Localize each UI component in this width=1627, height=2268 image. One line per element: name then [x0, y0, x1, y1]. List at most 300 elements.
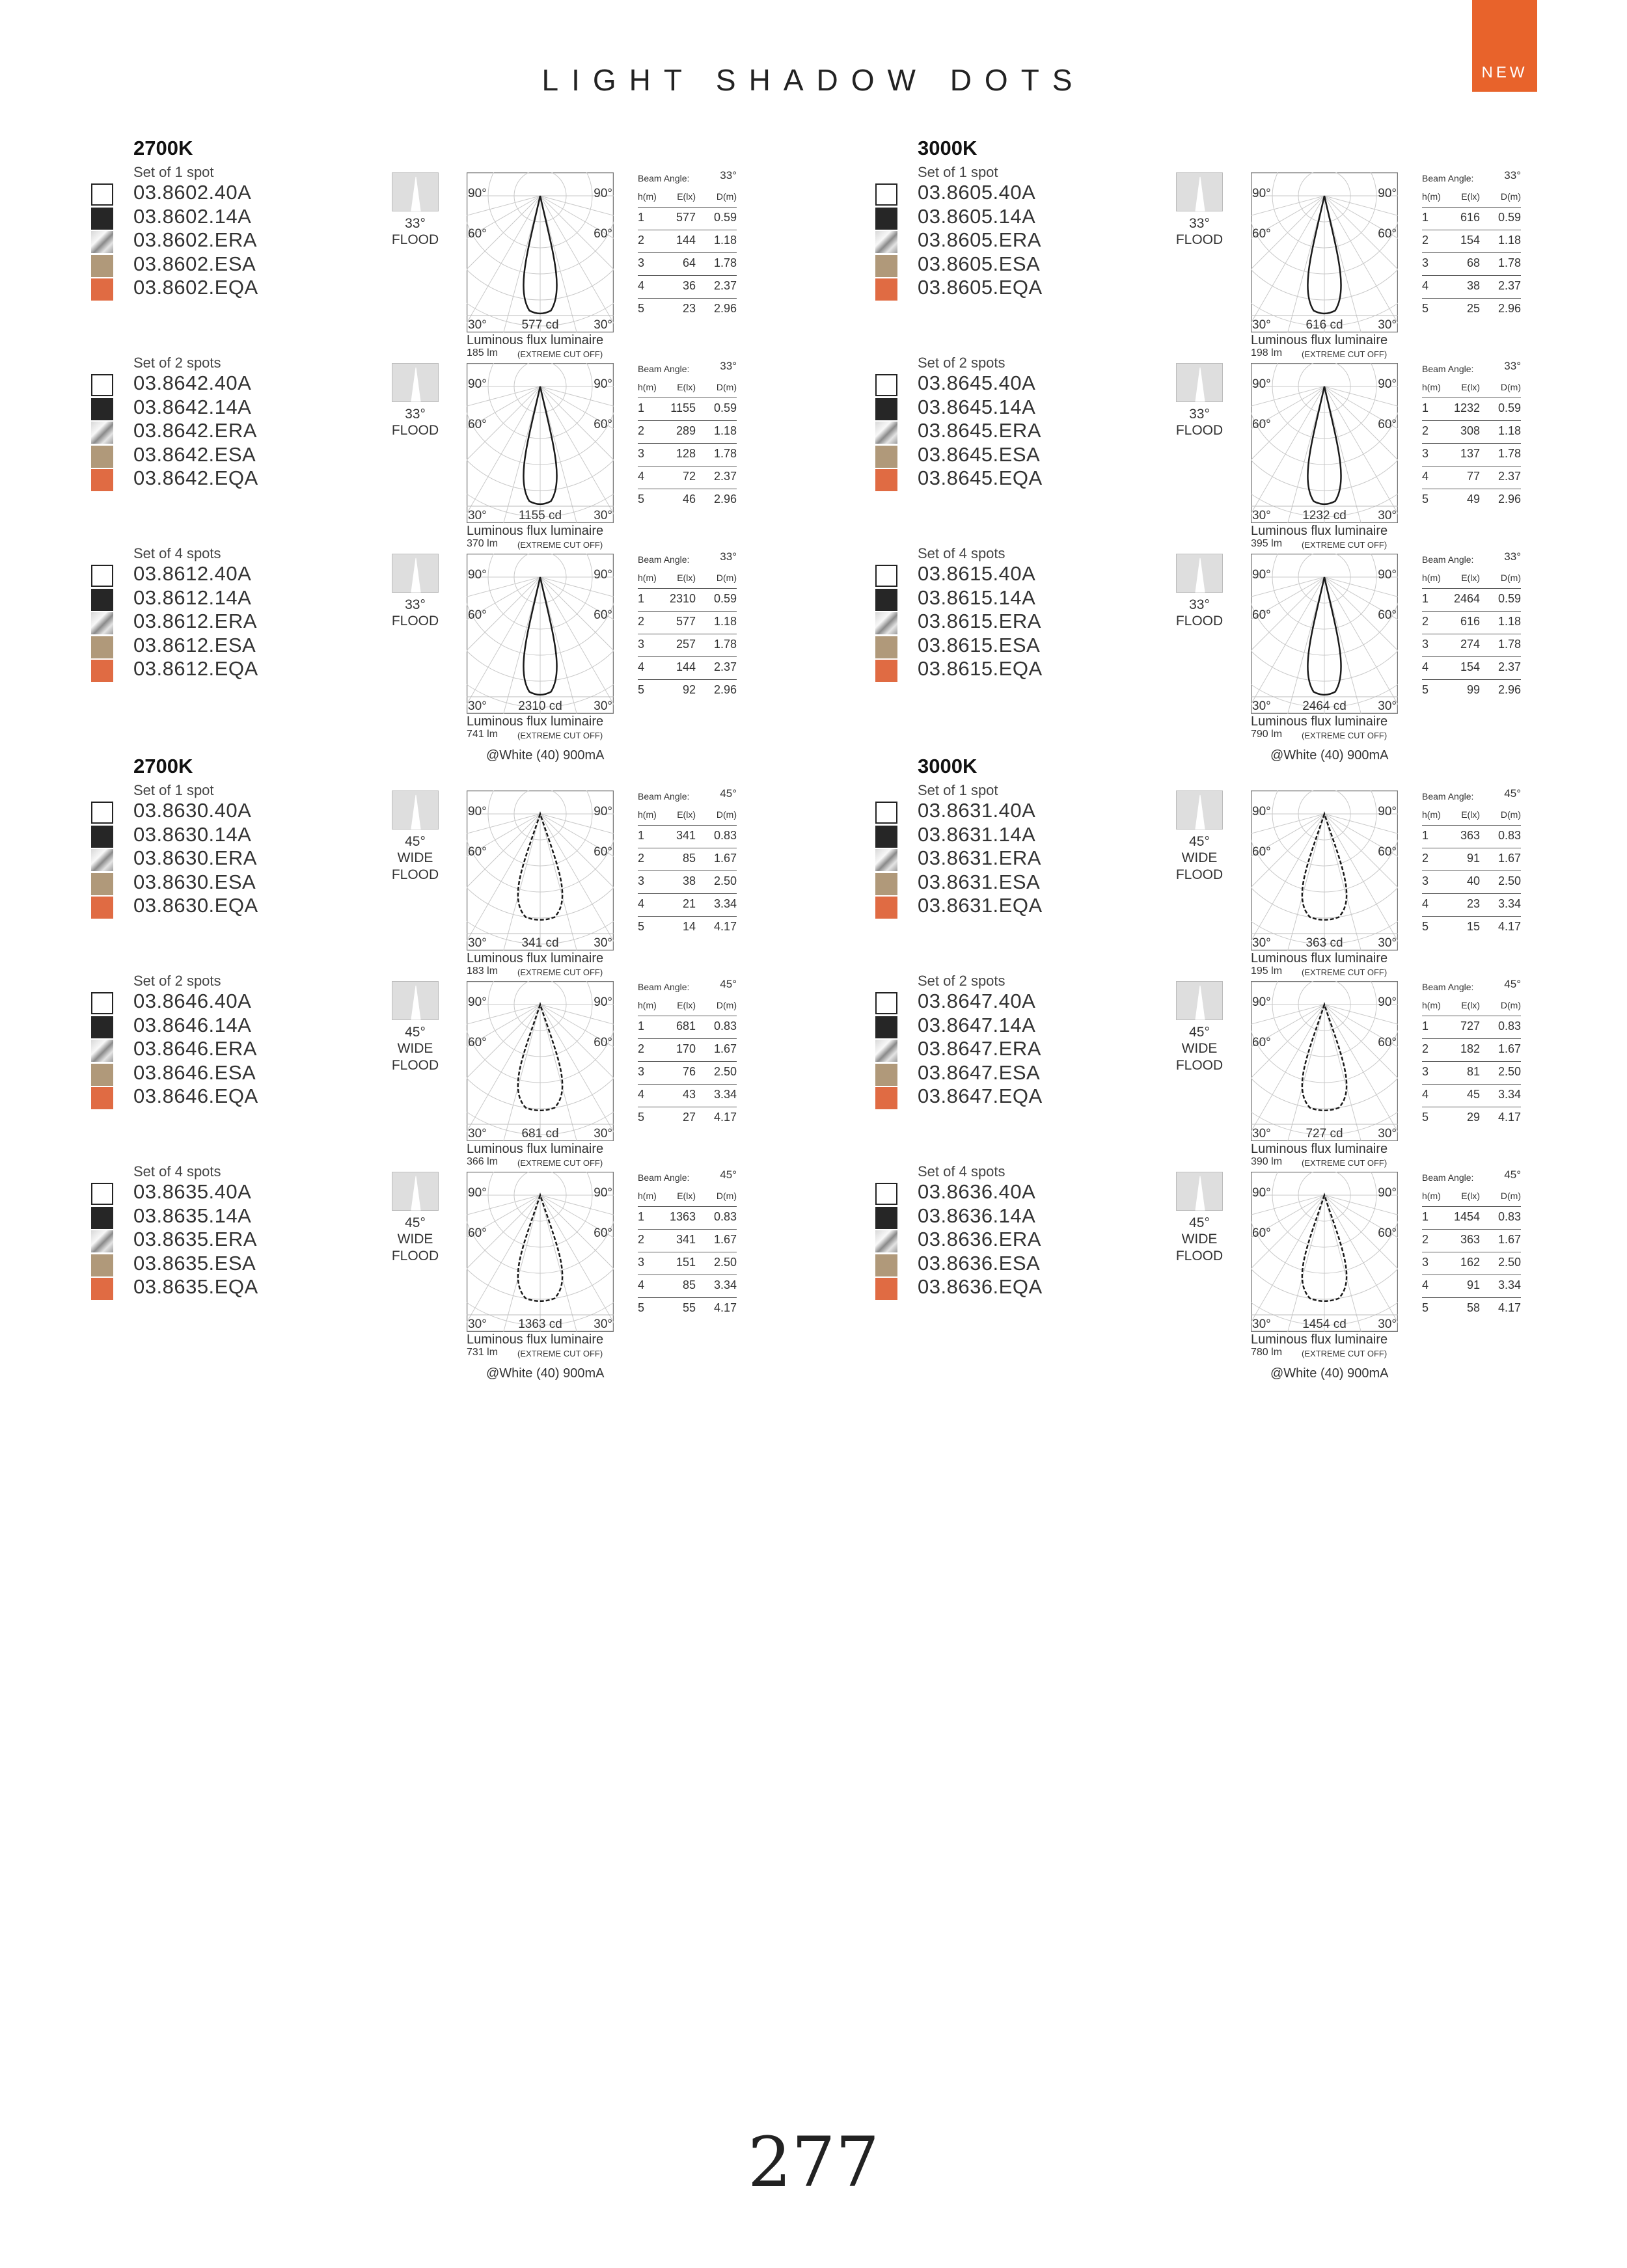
beam-angle-caption: Beam Angle: [1422, 364, 1474, 374]
polar-label-30-right: 30° [1378, 509, 1397, 522]
cell-illuminance: 91 [1466, 852, 1480, 865]
beam-angle-icon [1176, 172, 1223, 211]
polar-label-60-left: 60° [468, 845, 487, 859]
swatch-copper [91, 897, 113, 919]
cell-diameter: 1.18 [1497, 424, 1521, 437]
cell-illuminance: 49 [1466, 493, 1480, 506]
swatch-chrome [875, 612, 897, 634]
polar-label-30-right: 30° [1378, 1127, 1397, 1141]
cell-diameter: 1.78 [1497, 447, 1521, 460]
product-code: 03.8635.40A [133, 1180, 252, 1203]
table-header [638, 377, 737, 398]
polar-diagram [467, 363, 614, 523]
polar-label-30-left: 30° [1252, 509, 1271, 522]
beam-cone-icon [1177, 173, 1224, 212]
col-header-illuminance: E(lx) [677, 382, 696, 392]
polar-label-60-left: 60° [468, 1226, 487, 1240]
product-code: 03.8612.EQA [133, 657, 258, 680]
cell-height: 2 [1422, 615, 1429, 628]
swatch-copper [875, 897, 897, 919]
cell-diameter: 2.37 [713, 660, 737, 673]
luminous-flux-label: Luminous flux luminaire [467, 714, 604, 729]
col-header-illuminance: E(lx) [1461, 382, 1480, 392]
cell-height: 1 [1422, 829, 1429, 842]
product-code: 03.8612.40A [133, 562, 252, 585]
beam-cone-icon [392, 791, 439, 830]
product-code: 03.8642.ESA [133, 442, 256, 466]
cell-illuminance: 27 [682, 1111, 696, 1124]
beam-angle-caption: Beam Angle: [1422, 791, 1474, 802]
product-codes [918, 1180, 1043, 1299]
product-code: 03.8602.EQA [133, 276, 258, 299]
group-title: 3000K [918, 137, 978, 159]
cutoff-note: (EXTREME CUT OFF) [517, 1349, 603, 1358]
polar-diagram [467, 790, 614, 951]
beam-angle-icon [392, 1172, 439, 1211]
cell-diameter: 0.83 [713, 1019, 737, 1033]
table-row [638, 299, 737, 321]
beam-angle-table-value: 45° [1504, 787, 1521, 800]
finish-swatches [875, 374, 899, 493]
cell-illuminance: 55 [682, 1301, 696, 1314]
swatch-copper [91, 1278, 113, 1300]
cell-illuminance: 38 [1466, 279, 1480, 292]
cell-height: 1 [1422, 1210, 1429, 1223]
polar-label-60-right: 60° [1378, 227, 1397, 241]
product-code: 03.8631.ESA [918, 870, 1041, 893]
photometric-table [1422, 169, 1521, 321]
cell-height: 1 [638, 211, 645, 224]
col-header-diameter: D(m) [716, 809, 737, 820]
beam-cone-shape [1196, 795, 1205, 829]
cell-height: 3 [1422, 256, 1429, 269]
cell-height: 2 [1422, 424, 1429, 437]
set-label: Set of 1 spot [133, 782, 214, 798]
product-set-block [91, 355, 768, 550]
col-header-height: h(m) [1422, 191, 1441, 202]
swatch-black [91, 826, 113, 848]
beam-angle-table-value: 33° [720, 550, 737, 563]
polar-label-90-right: 90° [1378, 805, 1397, 818]
luminous-flux-label: Luminous flux luminaire [1251, 714, 1388, 729]
beam-cone-shape [411, 177, 420, 211]
beam-type-label: FLOOD [1175, 423, 1224, 438]
beam-type-label: WIDE [1181, 1041, 1218, 1056]
beam-type-label-2: FLOOD [391, 1249, 439, 1263]
photometric-table [1422, 550, 1521, 702]
beam-angle-row [1422, 978, 1521, 995]
cell-illuminance: 289 [676, 424, 696, 437]
polar-label-60-right: 60° [594, 1226, 612, 1240]
cell-height: 5 [638, 1301, 645, 1314]
polar-label-60-left: 60° [1252, 227, 1271, 241]
cell-height: 3 [638, 638, 645, 651]
cell-illuminance: 29 [1466, 1111, 1480, 1124]
table-header [1422, 186, 1521, 208]
polar-label-90-left: 90° [468, 377, 487, 391]
cell-diameter: 4.17 [713, 1111, 737, 1124]
beam-angle-icon [392, 554, 439, 593]
cell-height: 4 [1422, 897, 1429, 910]
table-row [638, 398, 737, 421]
table-row [638, 230, 737, 253]
luminous-flux-value: 366 lm [467, 1156, 499, 1167]
beam-angle-caption: Beam Angle: [638, 554, 690, 565]
table-row [638, 208, 737, 230]
product-code: 03.8615.14A [918, 586, 1036, 609]
cutoff-note: (EXTREME CUT OFF) [1302, 540, 1388, 550]
polar-label-90-left: 90° [1252, 805, 1271, 818]
swatch-gold [91, 636, 113, 658]
cell-height: 1 [1422, 401, 1429, 414]
product-set-block [875, 355, 1552, 550]
table-row [638, 1252, 737, 1275]
cell-illuminance: 274 [1460, 638, 1480, 651]
product-code: 03.8645.EQA [918, 466, 1043, 489]
beam-angle-caption: Beam Angle: [638, 1172, 690, 1183]
cell-illuminance: 128 [676, 447, 696, 460]
cell-diameter: 2.37 [713, 470, 737, 483]
cell-diameter: 0.59 [1497, 401, 1521, 414]
cell-diameter: 0.59 [713, 401, 737, 414]
polar-label-60-left: 60° [468, 418, 487, 431]
cell-diameter: 2.96 [1497, 302, 1521, 315]
product-set-block [875, 164, 1552, 359]
cell-height: 2 [1422, 1233, 1429, 1246]
beam-cone-icon [392, 1172, 439, 1211]
cell-diameter: 2.37 [713, 279, 737, 292]
polar-label-90-left: 90° [468, 187, 487, 200]
cell-diameter: 1.78 [713, 447, 737, 460]
beam-cone-icon [392, 364, 439, 403]
cell-illuminance: 616 [1460, 211, 1480, 224]
swatch-gold [875, 1254, 897, 1276]
beam-angle-row [638, 169, 737, 186]
cell-diameter: 1.67 [1497, 1042, 1521, 1055]
beam-cone-shape [411, 558, 420, 592]
luminous-flux-value: 395 lm [1251, 538, 1283, 549]
cell-diameter: 2.50 [1497, 1256, 1521, 1269]
cell-height: 1 [638, 1210, 645, 1223]
polar-label-30-right: 30° [594, 1127, 612, 1141]
cell-illuminance: 2310 [669, 592, 696, 605]
beam-angle-caption: Beam Angle: [1422, 1172, 1474, 1183]
swatch-copper [875, 660, 897, 682]
cell-illuminance: 99 [1466, 683, 1480, 696]
cell-height: 5 [638, 493, 645, 506]
col-header-diameter: D(m) [716, 191, 737, 202]
cell-illuminance: 92 [682, 683, 696, 696]
beam-angle-value: 33° [405, 216, 426, 231]
product-code: 03.8602.ESA [133, 252, 256, 275]
cell-height: 3 [1422, 1065, 1429, 1078]
cell-diameter: 2.50 [713, 1065, 737, 1078]
swatch-black [875, 589, 897, 611]
beam-angle-value: 33° [1189, 597, 1210, 612]
swatch-black [875, 1016, 897, 1038]
polar-label-60-left: 60° [468, 608, 487, 622]
cell-height: 4 [1422, 1278, 1429, 1291]
peak-intensity-label: 577 cd [521, 318, 559, 332]
cell-illuminance: 577 [676, 211, 696, 224]
product-code: 03.8631.40A [918, 799, 1036, 822]
cell-height: 2 [638, 234, 645, 247]
swatch-black [875, 208, 897, 230]
col-header-illuminance: E(lx) [677, 1000, 696, 1010]
beam-angle-icon [1176, 363, 1223, 402]
polar-diagram [1251, 172, 1398, 332]
col-header-illuminance: E(lx) [1461, 1191, 1480, 1201]
table-row [1422, 276, 1521, 299]
cell-diameter: 1.18 [713, 615, 737, 628]
polar-label-90-left: 90° [468, 1186, 487, 1200]
polar-label-30-right: 30° [1378, 699, 1397, 713]
cell-height: 3 [638, 1256, 645, 1269]
polar-label-90-left: 90° [468, 995, 487, 1009]
cell-diameter: 1.78 [1497, 638, 1521, 651]
polar-label-30-left: 30° [1252, 1127, 1271, 1141]
set-label: Set of 2 spots [133, 973, 221, 989]
polar-label-60-left: 60° [1252, 1226, 1271, 1240]
finish-swatches [875, 802, 899, 921]
product-code: 03.8647.14A [918, 1013, 1036, 1036]
beam-cone-shape [1196, 986, 1205, 1019]
swatch-black [875, 398, 897, 420]
table-header [1422, 995, 1521, 1016]
product-codes [918, 371, 1043, 491]
cell-illuminance: 341 [676, 1233, 696, 1246]
product-codes [918, 799, 1043, 918]
peak-intensity-label: 616 cd [1306, 318, 1343, 332]
beam-angle-row [638, 1168, 737, 1185]
col-header-height: h(m) [1422, 573, 1441, 583]
swatch-copper [91, 278, 113, 301]
table-row [638, 1275, 737, 1298]
swatch-chrome [91, 612, 113, 634]
cell-illuminance: 81 [1466, 1065, 1480, 1078]
swatch-gold [875, 1064, 897, 1086]
photometric-table [1422, 360, 1521, 511]
beam-angle-value: 33° [1189, 216, 1210, 231]
swatch-black [91, 1016, 113, 1038]
set-label: Set of 1 spot [918, 164, 998, 180]
set-label: Set of 2 spots [918, 973, 1005, 989]
product-group-2700k [91, 137, 768, 763]
beam-cone-icon [1177, 554, 1224, 593]
product-code: 03.8647.ESA [918, 1060, 1041, 1084]
table-row [1422, 589, 1521, 612]
cell-height: 4 [638, 1088, 645, 1101]
polar-label-90-right: 90° [594, 805, 612, 818]
luminous-flux-label: Luminous flux luminaire [467, 333, 604, 347]
product-codes [133, 1180, 258, 1299]
product-code: 03.8636.EQA [918, 1275, 1043, 1298]
product-code: 03.8615.EQA [918, 657, 1043, 680]
product-code: 03.8602.40A [133, 181, 252, 204]
cell-height: 4 [1422, 279, 1429, 292]
swatch-chrome [91, 849, 113, 871]
table-row [638, 634, 737, 657]
cell-height: 2 [638, 615, 645, 628]
cell-height: 5 [638, 683, 645, 696]
polar-label-30-right: 30° [1378, 318, 1397, 332]
photometric-table [1422, 1168, 1521, 1320]
product-code: 03.8635.ERA [133, 1228, 257, 1250]
polar-label-60-right: 60° [594, 845, 612, 859]
cell-illuminance: 85 [682, 1278, 696, 1291]
polar-label-30-right: 30° [1378, 936, 1397, 950]
cell-illuminance: 38 [682, 874, 696, 887]
product-code: 03.8615.40A [918, 562, 1036, 585]
col-header-height: h(m) [1422, 1191, 1441, 1201]
cell-illuminance: 1155 [670, 401, 696, 414]
beam-angle-value: 45° [1189, 834, 1210, 849]
cell-illuminance: 616 [1460, 615, 1480, 628]
cell-height: 2 [638, 1042, 645, 1055]
swatch-gold [91, 1254, 113, 1276]
polar-label-30-right: 30° [594, 1317, 612, 1331]
beam-angle-icon [1176, 981, 1223, 1020]
polar-label-30-right: 30° [594, 699, 612, 713]
product-code: 03.8615.ERA [918, 610, 1041, 632]
table-row [1422, 917, 1521, 939]
peak-intensity-label: 363 cd [1306, 936, 1343, 950]
cell-diameter: 3.34 [1497, 1278, 1521, 1291]
swatch-gold [875, 636, 897, 658]
peak-intensity-label: 1155 cd [518, 509, 562, 522]
cell-illuminance: 23 [682, 302, 696, 315]
polar-label-30-left: 30° [1252, 1317, 1271, 1331]
peak-intensity-label: 341 cd [521, 936, 559, 950]
table-header [638, 1185, 737, 1207]
col-header-diameter: D(m) [1500, 382, 1521, 392]
table-row [638, 253, 737, 276]
swatch-copper [875, 278, 897, 301]
cell-height: 2 [638, 1233, 645, 1246]
table-row [638, 466, 737, 489]
table-row [1422, 657, 1521, 680]
col-header-illuminance: E(lx) [1461, 809, 1480, 820]
peak-intensity-label: 2464 cd [1302, 699, 1347, 713]
product-code: 03.8605.ERA [918, 228, 1041, 251]
luminous-flux-value: 183 lm [467, 965, 499, 977]
swatch-white [91, 374, 113, 396]
photometric-table [638, 360, 737, 511]
beam-angle-icon [392, 363, 439, 402]
cell-illuminance: 58 [1466, 1301, 1480, 1314]
beam-cone-icon [392, 554, 439, 593]
product-code: 03.8605.ESA [918, 252, 1041, 275]
cell-height: 5 [1422, 1111, 1429, 1124]
polar-diagram [467, 1172, 614, 1332]
swatch-chrome [875, 231, 897, 253]
finish-swatches [91, 183, 115, 303]
table-row [638, 1039, 737, 1062]
polar-label-30-left: 30° [1252, 318, 1271, 332]
swatch-white [875, 992, 897, 1014]
finish-swatches [875, 183, 899, 303]
cell-height: 3 [1422, 1256, 1429, 1269]
polar-label-60-left: 60° [1252, 1036, 1271, 1049]
cell-diameter: 0.59 [713, 211, 737, 224]
product-code: 03.8612.ERA [133, 610, 257, 632]
beam-angle-row [1422, 169, 1521, 186]
product-group-3000k [875, 755, 1552, 1381]
product-code: 03.8605.EQA [918, 276, 1043, 299]
finish-swatches [91, 802, 115, 921]
finish-swatches [875, 992, 899, 1111]
product-codes [133, 181, 258, 300]
finish-swatches [875, 1183, 899, 1302]
polar-label-60-right: 60° [1378, 1036, 1397, 1049]
polar-diagram [467, 981, 614, 1141]
beam-cone-shape [411, 368, 420, 401]
table-row [1422, 489, 1521, 511]
table-row [1422, 421, 1521, 444]
cell-height: 4 [1422, 660, 1429, 673]
beam-cone-icon [1177, 1172, 1224, 1211]
cell-height: 5 [638, 1111, 645, 1124]
swatch-copper [91, 469, 113, 491]
driver-footnote: @White (40) 900mA [1270, 1366, 1389, 1381]
beam-angle-value: 33° [405, 597, 426, 612]
beam-cone-icon [392, 173, 439, 212]
table-row [1422, 208, 1521, 230]
luminous-flux-label: Luminous flux luminaire [1251, 333, 1388, 347]
col-header-height: h(m) [1422, 382, 1441, 392]
product-code: 03.8646.40A [133, 990, 252, 1012]
polar-label-60-right: 60° [594, 227, 612, 241]
cell-illuminance: 341 [676, 829, 696, 842]
beam-angle-caption: Beam Angle: [1422, 554, 1474, 565]
table-row [638, 1207, 737, 1230]
table-row [638, 1230, 737, 1252]
swatch-gold [91, 255, 113, 277]
beam-angle-caption: Beam Angle: [1422, 982, 1474, 992]
polar-diagram [1251, 1172, 1398, 1332]
finish-swatches [91, 565, 115, 684]
swatch-copper [91, 660, 113, 682]
beam-angle-icon [1176, 554, 1223, 593]
driver-footnote: @White (40) 900mA [486, 1366, 605, 1381]
cell-illuminance: 68 [1466, 256, 1480, 269]
swatch-black [875, 1207, 897, 1229]
swatch-gold [875, 255, 897, 277]
peak-intensity-label: 681 cd [521, 1127, 559, 1141]
cell-illuminance: 144 [676, 660, 696, 673]
photometric-table [638, 787, 737, 939]
product-code: 03.8631.14A [918, 822, 1036, 846]
peak-intensity-label: 1454 cd [1302, 1317, 1347, 1331]
product-code: 03.8642.40A [133, 371, 252, 394]
polar-label-30-left: 30° [468, 1317, 487, 1331]
cell-illuminance: 144 [676, 234, 696, 247]
product-code: 03.8647.ERA [918, 1037, 1041, 1060]
table-row [638, 848, 737, 871]
polar-label-90-left: 90° [1252, 568, 1271, 582]
product-set-block [875, 973, 1552, 1168]
cell-diameter: 0.59 [1497, 211, 1521, 224]
beam-cone-shape [1196, 558, 1205, 592]
product-set-block [91, 164, 768, 359]
photometric-table [638, 978, 737, 1129]
col-header-diameter: D(m) [716, 573, 737, 583]
cell-height: 3 [638, 874, 645, 887]
cell-illuminance: 1363 [669, 1210, 696, 1223]
cell-diameter: 2.96 [713, 493, 737, 506]
col-header-illuminance: E(lx) [1461, 1000, 1480, 1010]
cell-diameter: 2.50 [713, 1256, 737, 1269]
